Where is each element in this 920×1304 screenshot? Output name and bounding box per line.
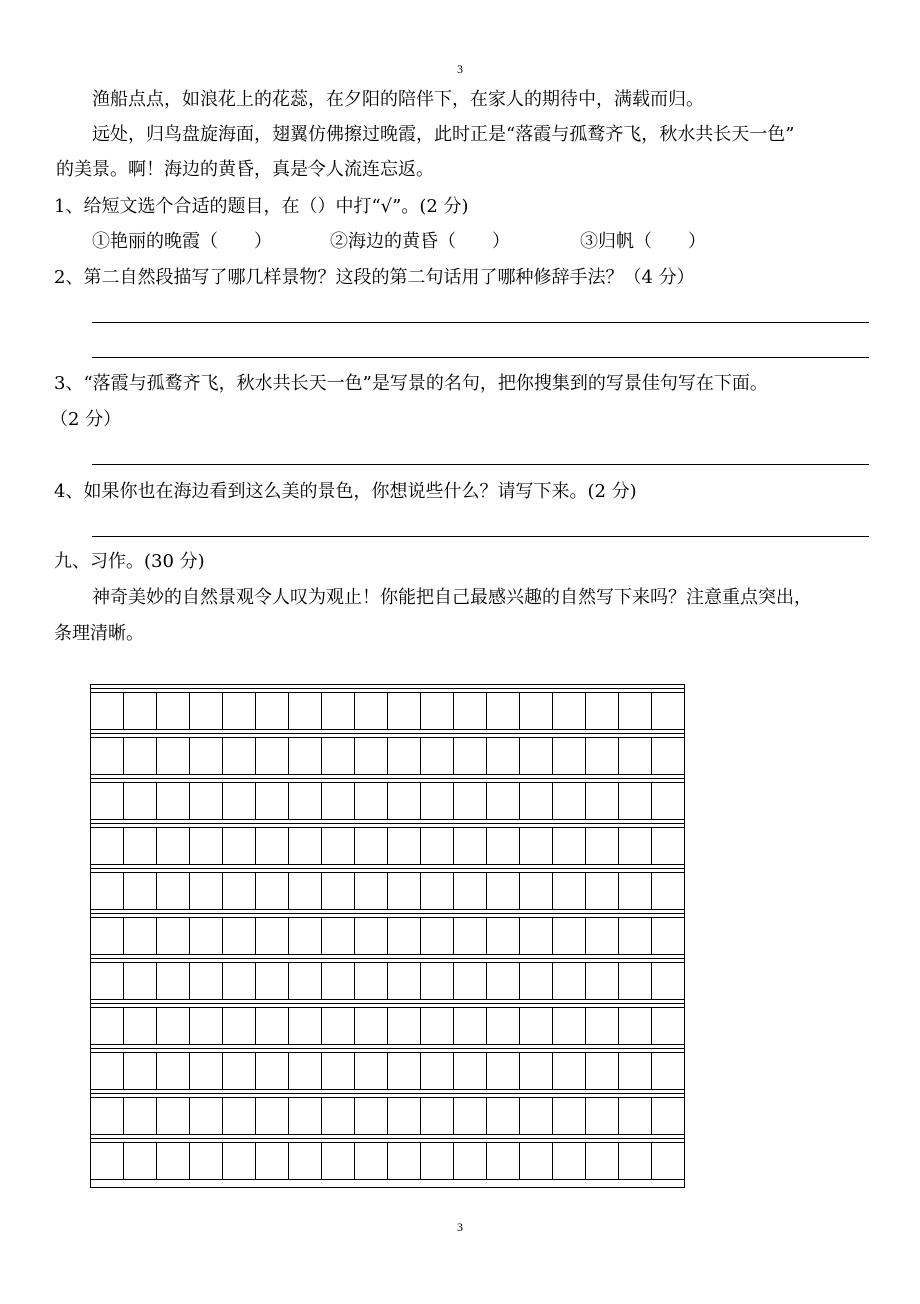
grid-separator-line bbox=[91, 868, 684, 869]
grid-cell[interactable] bbox=[322, 873, 355, 909]
grid-cell[interactable] bbox=[553, 738, 586, 774]
grid-cell[interactable] bbox=[223, 1143, 256, 1179]
grid-cell[interactable] bbox=[454, 1008, 487, 1044]
grid-cell[interactable] bbox=[256, 1143, 289, 1179]
grid-cell[interactable] bbox=[553, 963, 586, 999]
question-1: 1、给短文选个合适的题目，在（）中打“√”。(2 分) bbox=[54, 196, 469, 217]
grid-cell[interactable] bbox=[388, 963, 421, 999]
grid-cell[interactable] bbox=[487, 738, 520, 774]
grid-cell[interactable] bbox=[652, 963, 684, 999]
grid-cell[interactable] bbox=[454, 963, 487, 999]
grid-cell[interactable] bbox=[157, 1143, 190, 1179]
grid-cell[interactable] bbox=[619, 1053, 652, 1089]
grid-cell[interactable] bbox=[586, 963, 619, 999]
grid-cell[interactable] bbox=[322, 1008, 355, 1044]
grid-cell[interactable] bbox=[553, 828, 586, 864]
grid-cell[interactable] bbox=[157, 873, 190, 909]
grid-row bbox=[91, 1052, 684, 1090]
passage-paragraph-2-line-1: 远处，归鸟盘旋海面，翅翼仿佛擦过晚霞，此时正是“落霞与孤鹜齐飞，秋水共长天一色” bbox=[92, 124, 795, 145]
grid-cell[interactable] bbox=[256, 918, 289, 954]
grid-cell[interactable] bbox=[619, 783, 652, 819]
q1-option-3: ③归帆（ ） bbox=[580, 231, 706, 252]
grid-cell[interactable] bbox=[487, 1098, 520, 1134]
grid-cell[interactable] bbox=[586, 1053, 619, 1089]
page-number-top: 3 bbox=[457, 62, 463, 76]
grid-row bbox=[91, 872, 684, 910]
composition-prompt-line-1: 神奇美妙的自然景观令人叹为观止！你能把自己最感兴趣的自然写下来吗？注意重点突出， bbox=[92, 587, 812, 608]
question-4: 4、如果你也在海边看到这么美的景色，你想说些什么？请写下来。(2 分) bbox=[54, 481, 637, 502]
grid-cell[interactable] bbox=[322, 783, 355, 819]
grid-cell[interactable] bbox=[289, 1008, 322, 1044]
grid-cell[interactable] bbox=[553, 1008, 586, 1044]
grid-cell[interactable] bbox=[487, 873, 520, 909]
grid-cell[interactable] bbox=[223, 1053, 256, 1089]
grid-cell[interactable] bbox=[157, 1008, 190, 1044]
grid-cell[interactable] bbox=[586, 1098, 619, 1134]
grid-cell[interactable] bbox=[289, 918, 322, 954]
grid-cell[interactable] bbox=[487, 963, 520, 999]
grid-cell[interactable] bbox=[91, 783, 124, 819]
question-2: 2、第二自然段描写了哪几样景物？这段的第二句话用了哪种修辞手法？（4 分） bbox=[54, 267, 695, 288]
grid-row bbox=[91, 737, 684, 775]
grid-cell[interactable] bbox=[223, 693, 256, 729]
grid-cell[interactable] bbox=[256, 963, 289, 999]
grid-cell[interactable] bbox=[520, 738, 553, 774]
grid-cell[interactable] bbox=[421, 1143, 454, 1179]
grid-separator-line bbox=[91, 733, 684, 734]
grid-cell[interactable] bbox=[388, 1143, 421, 1179]
grid-cell[interactable] bbox=[520, 783, 553, 819]
grid-separator-line bbox=[91, 1048, 684, 1049]
grid-cell[interactable] bbox=[586, 918, 619, 954]
grid-cell[interactable] bbox=[124, 1008, 157, 1044]
grid-cell[interactable] bbox=[190, 873, 223, 909]
grid-separator-line bbox=[91, 688, 684, 689]
grid-cell[interactable] bbox=[553, 918, 586, 954]
grid-cell[interactable] bbox=[157, 963, 190, 999]
grid-row bbox=[91, 782, 684, 820]
grid-cell[interactable] bbox=[652, 1053, 684, 1089]
grid-cell[interactable] bbox=[553, 1053, 586, 1089]
grid-cell[interactable] bbox=[355, 918, 388, 954]
grid-cell[interactable] bbox=[421, 873, 454, 909]
grid-cell[interactable] bbox=[421, 1008, 454, 1044]
grid-cell[interactable] bbox=[322, 963, 355, 999]
grid-cell[interactable] bbox=[322, 693, 355, 729]
grid-cell[interactable] bbox=[520, 918, 553, 954]
grid-cell[interactable] bbox=[124, 1143, 157, 1179]
grid-row bbox=[91, 827, 684, 865]
grid-cell[interactable] bbox=[421, 783, 454, 819]
grid-cell[interactable] bbox=[322, 1098, 355, 1134]
question-3: 3、“落霞与孤鹜齐飞，秋水共长天一色”是写景的名句，把你搜集到的写景佳句写在下面。 bbox=[54, 373, 768, 394]
grid-cell[interactable] bbox=[91, 963, 124, 999]
grid-cell[interactable] bbox=[652, 873, 684, 909]
grid-cell[interactable] bbox=[586, 1008, 619, 1044]
answer-line-q3 bbox=[92, 464, 869, 465]
grid-cell[interactable] bbox=[256, 828, 289, 864]
grid-cell[interactable] bbox=[157, 918, 190, 954]
grid-cell[interactable] bbox=[520, 1143, 553, 1179]
grid-cell[interactable] bbox=[421, 918, 454, 954]
grid-cell[interactable] bbox=[190, 1143, 223, 1179]
grid-cell[interactable] bbox=[388, 738, 421, 774]
grid-cell[interactable] bbox=[190, 918, 223, 954]
grid-cell[interactable] bbox=[553, 1143, 586, 1179]
grid-cell[interactable] bbox=[652, 1008, 684, 1044]
grid-cell[interactable] bbox=[322, 738, 355, 774]
grid-cell[interactable] bbox=[553, 783, 586, 819]
grid-cell[interactable] bbox=[388, 693, 421, 729]
grid-cell[interactable] bbox=[487, 1053, 520, 1089]
grid-cell[interactable] bbox=[355, 828, 388, 864]
grid-cell[interactable] bbox=[223, 1008, 256, 1044]
grid-cell[interactable] bbox=[454, 1053, 487, 1089]
grid-cell[interactable] bbox=[91, 1053, 124, 1089]
grid-row bbox=[91, 692, 684, 730]
grid-cell[interactable] bbox=[388, 918, 421, 954]
grid-cell[interactable] bbox=[190, 783, 223, 819]
grid-cell[interactable] bbox=[520, 828, 553, 864]
grid-cell[interactable] bbox=[256, 738, 289, 774]
grid-cell[interactable] bbox=[190, 738, 223, 774]
grid-cell[interactable] bbox=[157, 783, 190, 819]
grid-cell[interactable] bbox=[223, 1098, 256, 1134]
grid-row bbox=[91, 962, 684, 1000]
grid-cell[interactable] bbox=[520, 1098, 553, 1134]
composition-prompt-line-2: 条理清晰。 bbox=[54, 623, 144, 644]
grid-cell[interactable] bbox=[586, 828, 619, 864]
grid-cell[interactable] bbox=[520, 693, 553, 729]
grid-cell[interactable] bbox=[652, 693, 684, 729]
grid-cell[interactable] bbox=[289, 1098, 322, 1134]
grid-cell[interactable] bbox=[223, 738, 256, 774]
grid-cell[interactable] bbox=[289, 873, 322, 909]
grid-cell[interactable] bbox=[355, 693, 388, 729]
grid-separator-line bbox=[91, 778, 684, 779]
answer-line-q2-2 bbox=[92, 357, 869, 358]
grid-cell[interactable] bbox=[619, 963, 652, 999]
grid-cell[interactable] bbox=[124, 738, 157, 774]
grid-cell[interactable] bbox=[322, 1143, 355, 1179]
grid-cell[interactable] bbox=[421, 693, 454, 729]
grid-cell[interactable] bbox=[124, 1053, 157, 1089]
grid-cell[interactable] bbox=[355, 1098, 388, 1134]
grid-cell[interactable] bbox=[91, 918, 124, 954]
grid-cell[interactable] bbox=[652, 783, 684, 819]
grid-cell[interactable] bbox=[223, 918, 256, 954]
grid-cell[interactable] bbox=[91, 1008, 124, 1044]
grid-cell[interactable] bbox=[289, 693, 322, 729]
grid-cell[interactable] bbox=[124, 828, 157, 864]
grid-cell[interactable] bbox=[388, 1053, 421, 1089]
grid-cell[interactable] bbox=[487, 783, 520, 819]
grid-cell[interactable] bbox=[91, 873, 124, 909]
grid-cell[interactable] bbox=[124, 693, 157, 729]
grid-cell[interactable] bbox=[157, 1098, 190, 1134]
grid-cell[interactable] bbox=[520, 963, 553, 999]
grid-cell[interactable] bbox=[586, 738, 619, 774]
grid-cell[interactable] bbox=[91, 1098, 124, 1134]
grid-cell[interactable] bbox=[157, 738, 190, 774]
grid-cell[interactable] bbox=[586, 693, 619, 729]
grid-cell[interactable] bbox=[322, 1053, 355, 1089]
grid-cell[interactable] bbox=[454, 783, 487, 819]
writing-grid[interactable] bbox=[90, 684, 685, 1188]
grid-cell[interactable] bbox=[487, 693, 520, 729]
grid-cell[interactable] bbox=[421, 963, 454, 999]
grid-cell[interactable] bbox=[487, 1143, 520, 1179]
grid-cell[interactable] bbox=[553, 873, 586, 909]
grid-cell[interactable] bbox=[454, 1098, 487, 1134]
grid-cell[interactable] bbox=[652, 828, 684, 864]
grid-cell[interactable] bbox=[91, 1143, 124, 1179]
grid-cell[interactable] bbox=[256, 1098, 289, 1134]
grid-cell[interactable] bbox=[619, 1008, 652, 1044]
grid-cell[interactable] bbox=[289, 783, 322, 819]
grid-cell[interactable] bbox=[289, 828, 322, 864]
grid-cell[interactable] bbox=[289, 1143, 322, 1179]
grid-cell[interactable] bbox=[454, 693, 487, 729]
grid-cell[interactable] bbox=[586, 873, 619, 909]
grid-cell[interactable] bbox=[520, 873, 553, 909]
grid-cell[interactable] bbox=[619, 738, 652, 774]
grid-cell[interactable] bbox=[190, 1008, 223, 1044]
grid-cell[interactable] bbox=[256, 873, 289, 909]
grid-cell[interactable] bbox=[388, 783, 421, 819]
grid-cell[interactable] bbox=[355, 738, 388, 774]
grid-cell[interactable] bbox=[586, 1143, 619, 1179]
grid-cell[interactable] bbox=[388, 828, 421, 864]
grid-separator-line bbox=[91, 958, 684, 959]
grid-cell[interactable] bbox=[487, 918, 520, 954]
grid-cell[interactable] bbox=[223, 783, 256, 819]
grid-cell[interactable] bbox=[487, 828, 520, 864]
grid-cell[interactable] bbox=[454, 918, 487, 954]
passage-paragraph-2-line-2: 的美景。啊！海边的黄昏，真是令人流连忘返。 bbox=[56, 159, 434, 180]
grid-cell[interactable] bbox=[91, 828, 124, 864]
grid-cell[interactable] bbox=[91, 693, 124, 729]
grid-cell[interactable] bbox=[553, 693, 586, 729]
grid-cell[interactable] bbox=[652, 918, 684, 954]
grid-cell[interactable] bbox=[454, 738, 487, 774]
grid-cell[interactable] bbox=[652, 1098, 684, 1134]
grid-cell[interactable] bbox=[421, 828, 454, 864]
grid-cell[interactable] bbox=[487, 1008, 520, 1044]
grid-cell[interactable] bbox=[124, 873, 157, 909]
q1-option-1: ①艳丽的晚霞（ ） bbox=[92, 231, 272, 252]
grid-cell[interactable] bbox=[157, 828, 190, 864]
q1-option-2: ②海边的黄昏（ ） bbox=[330, 231, 510, 252]
passage-paragraph-1: 渔船点点，如浪花上的花蕊，在夕阳的陪伴下，在家人的期待中，满载而归。 bbox=[92, 89, 704, 110]
grid-cell[interactable] bbox=[619, 918, 652, 954]
grid-separator-line bbox=[91, 1093, 684, 1094]
composition-heading: 九、习作。(30 分) bbox=[54, 551, 205, 572]
grid-cell[interactable] bbox=[256, 1008, 289, 1044]
grid-cell[interactable] bbox=[190, 1053, 223, 1089]
grid-cell[interactable] bbox=[388, 1098, 421, 1134]
grid-cell[interactable] bbox=[322, 918, 355, 954]
grid-cell[interactable] bbox=[256, 783, 289, 819]
grid-cell[interactable] bbox=[190, 828, 223, 864]
grid-row bbox=[91, 1142, 684, 1180]
grid-cell[interactable] bbox=[124, 783, 157, 819]
grid-cell[interactable] bbox=[322, 828, 355, 864]
grid-separator-line bbox=[91, 913, 684, 914]
grid-cell[interactable] bbox=[223, 873, 256, 909]
grid-cell[interactable] bbox=[190, 1098, 223, 1134]
grid-cell[interactable] bbox=[388, 873, 421, 909]
grid-cell[interactable] bbox=[619, 1098, 652, 1134]
grid-cell[interactable] bbox=[355, 1053, 388, 1089]
grid-cell[interactable] bbox=[355, 783, 388, 819]
grid-cell[interactable] bbox=[355, 1143, 388, 1179]
grid-cell[interactable] bbox=[190, 963, 223, 999]
grid-cell[interactable] bbox=[553, 1098, 586, 1134]
question-3-score: （2 分） bbox=[50, 409, 122, 430]
grid-cell[interactable] bbox=[619, 1143, 652, 1179]
grid-cell[interactable] bbox=[190, 693, 223, 729]
grid-row bbox=[91, 1097, 684, 1135]
grid-cell[interactable] bbox=[520, 1008, 553, 1044]
grid-cell[interactable] bbox=[256, 1053, 289, 1089]
grid-cell[interactable] bbox=[619, 828, 652, 864]
grid-cell[interactable] bbox=[652, 738, 684, 774]
grid-cell[interactable] bbox=[223, 828, 256, 864]
grid-cell[interactable] bbox=[289, 963, 322, 999]
grid-cell[interactable] bbox=[586, 783, 619, 819]
grid-cell[interactable] bbox=[421, 1053, 454, 1089]
grid-cell[interactable] bbox=[454, 873, 487, 909]
grid-cell[interactable] bbox=[124, 918, 157, 954]
grid-cell[interactable] bbox=[289, 738, 322, 774]
answer-line-q4 bbox=[92, 536, 869, 537]
grid-cell[interactable] bbox=[619, 873, 652, 909]
answer-line-q2-1 bbox=[92, 322, 869, 323]
grid-cell[interactable] bbox=[652, 1143, 684, 1179]
grid-cell[interactable] bbox=[619, 693, 652, 729]
grid-separator-line bbox=[91, 823, 684, 824]
grid-cell[interactable] bbox=[157, 1053, 190, 1089]
grid-cell[interactable] bbox=[91, 738, 124, 774]
grid-separator-line bbox=[91, 1138, 684, 1139]
grid-cell[interactable] bbox=[421, 1098, 454, 1134]
grid-cell[interactable] bbox=[454, 828, 487, 864]
grid-row bbox=[91, 917, 684, 955]
grid-cell[interactable] bbox=[388, 1008, 421, 1044]
grid-row bbox=[91, 1007, 684, 1045]
grid-cell[interactable] bbox=[289, 1053, 322, 1089]
grid-cell[interactable] bbox=[355, 873, 388, 909]
page-number-bottom: 3 bbox=[457, 1220, 463, 1234]
grid-cell[interactable] bbox=[256, 693, 289, 729]
grid-cell[interactable] bbox=[223, 963, 256, 999]
grid-separator-line bbox=[91, 1003, 684, 1004]
grid-cell[interactable] bbox=[157, 693, 190, 729]
grid-cell[interactable] bbox=[520, 1053, 553, 1089]
grid-cell[interactable] bbox=[454, 1143, 487, 1179]
grid-cell[interactable] bbox=[124, 1098, 157, 1134]
grid-cell[interactable] bbox=[355, 963, 388, 999]
grid-cell[interactable] bbox=[355, 1008, 388, 1044]
grid-cell[interactable] bbox=[421, 738, 454, 774]
grid-cell[interactable] bbox=[124, 963, 157, 999]
